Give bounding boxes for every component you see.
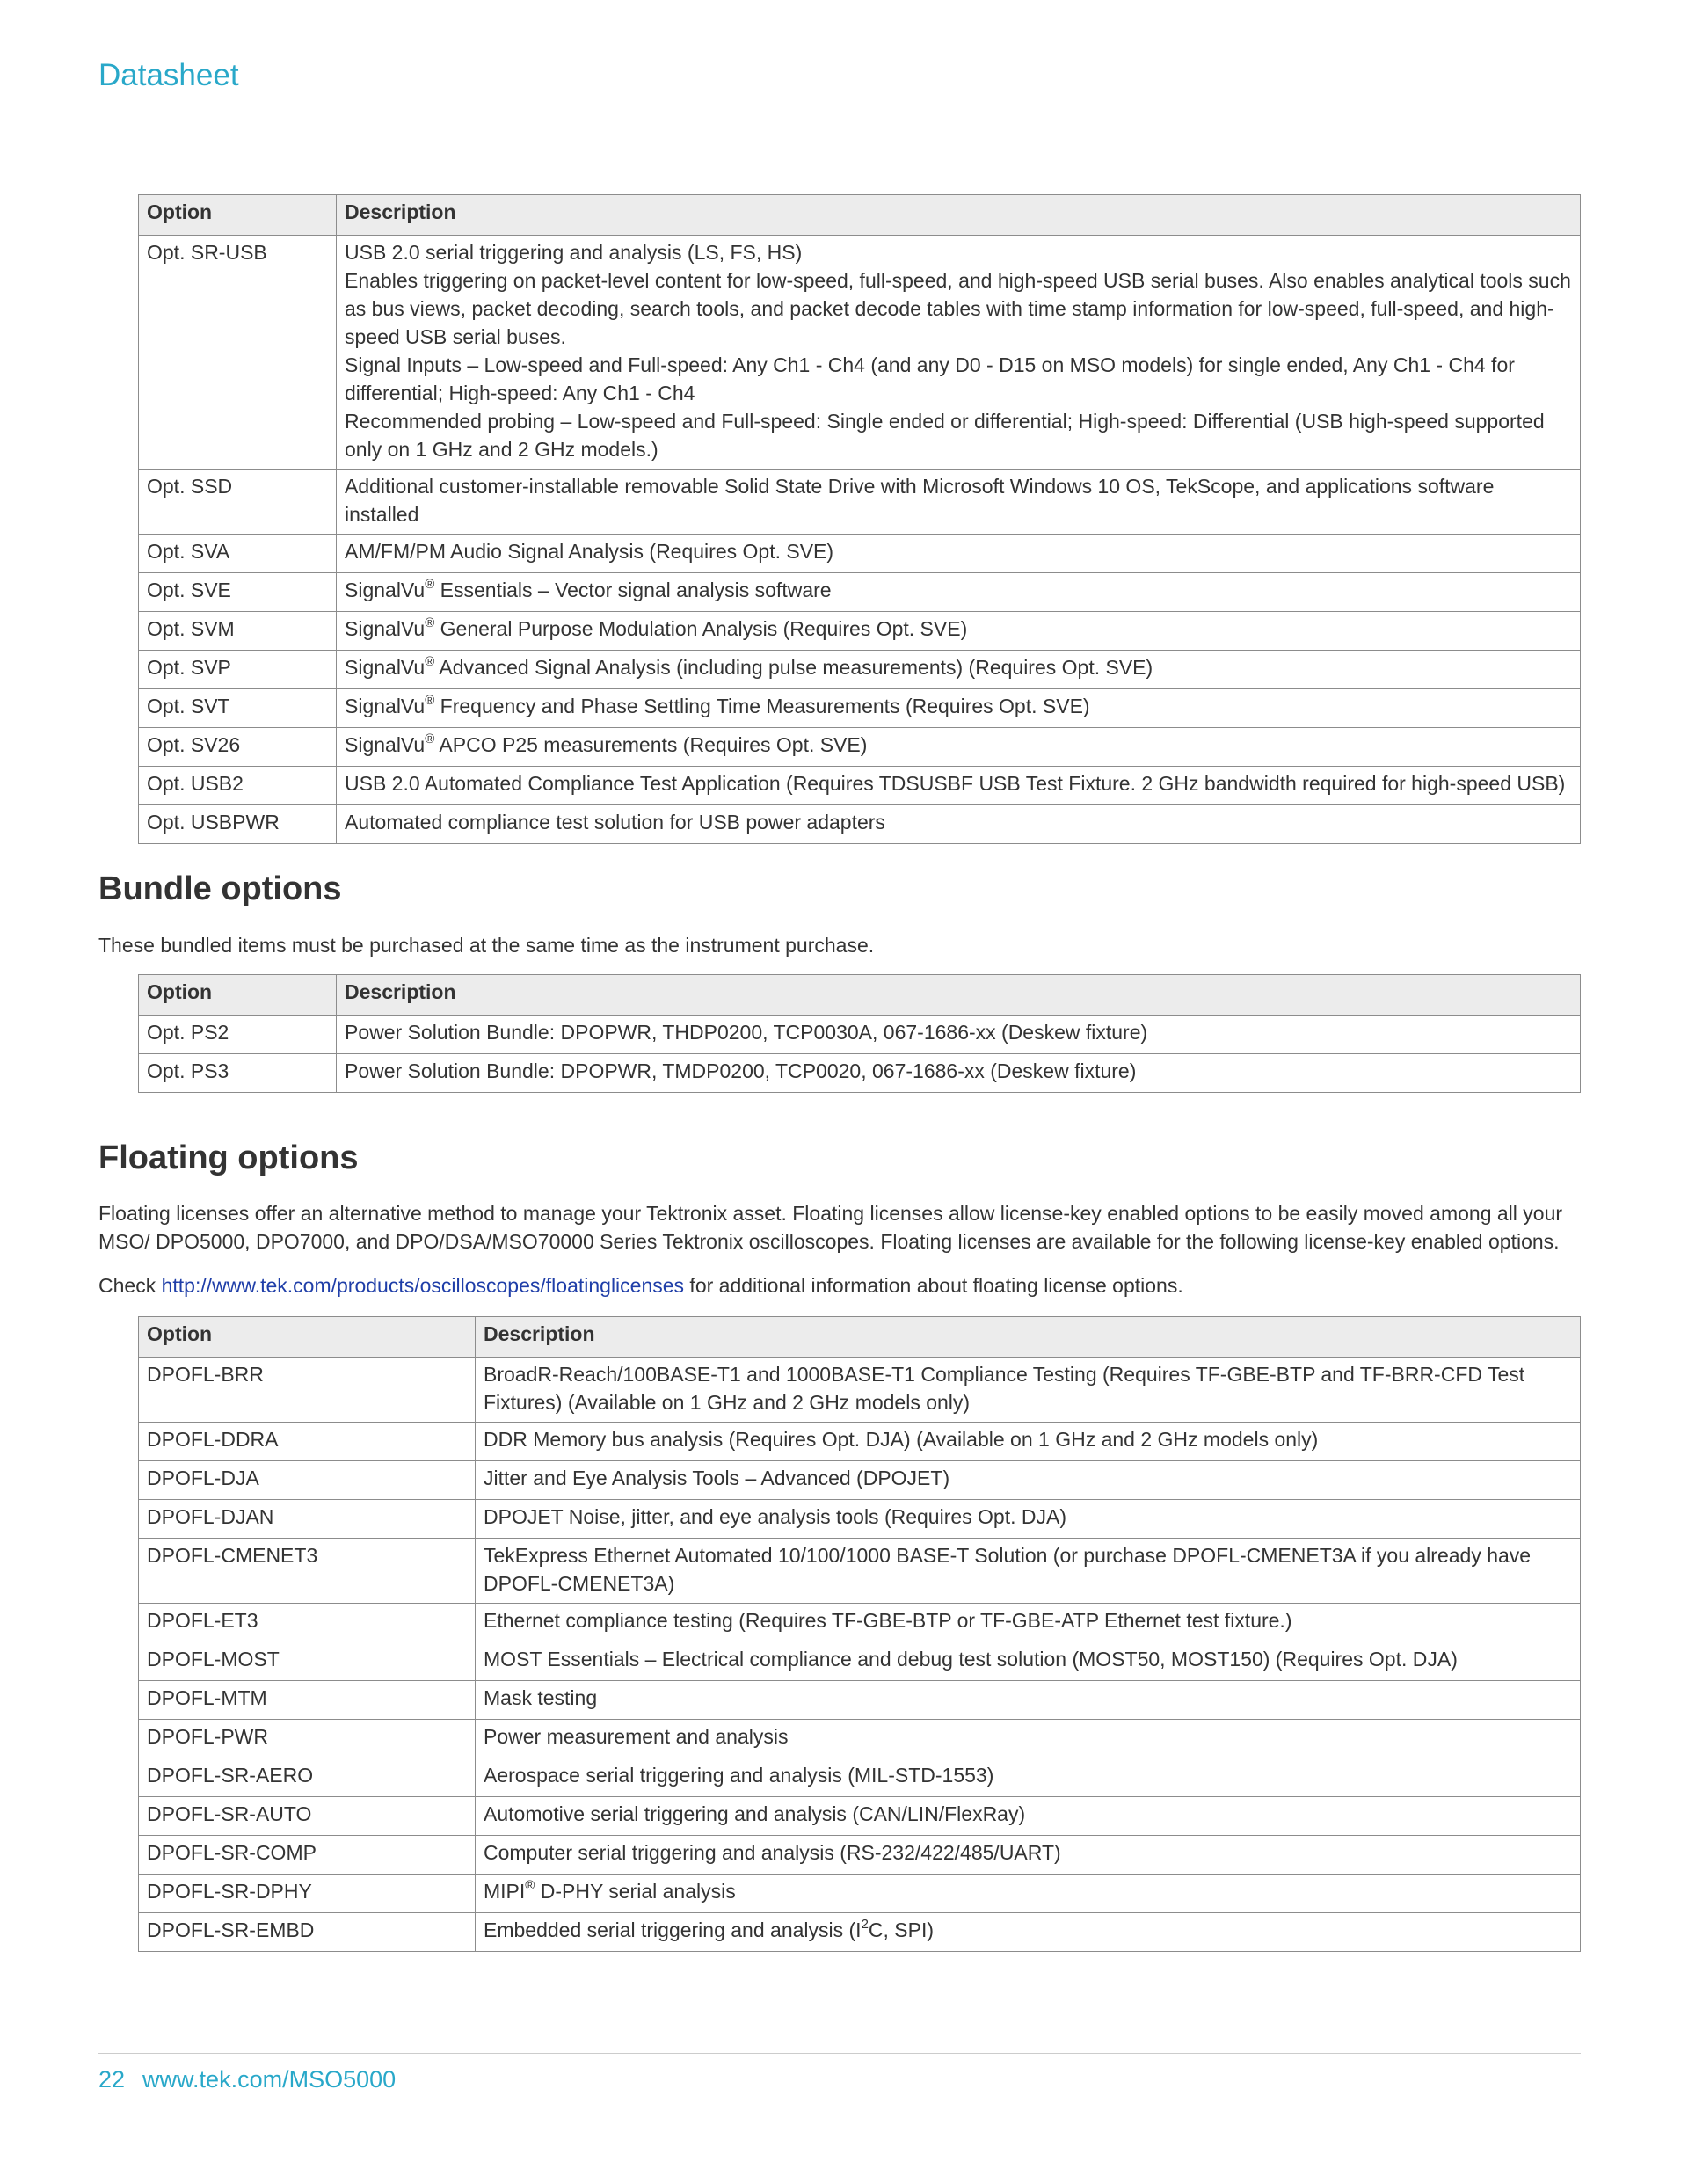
footer-url[interactable]: www.tek.com/MSO5000 bbox=[142, 2066, 397, 2093]
table-row bbox=[139, 1720, 1581, 1758]
option-code: Opt. SVP bbox=[139, 651, 337, 689]
option-description: Automated compliance test solution for USB power adapters bbox=[337, 805, 1581, 844]
option-code: DPOFL-SR-EMBD bbox=[139, 1913, 476, 1952]
table-row bbox=[139, 728, 1581, 767]
option-code: DPOFL-BRR bbox=[139, 1358, 476, 1423]
floating-options-table bbox=[138, 1316, 1581, 1952]
option-code: Opt. USBPWR bbox=[139, 805, 337, 844]
registered-mark: ® bbox=[425, 654, 435, 670]
table-row bbox=[139, 1875, 1581, 1913]
table-row bbox=[139, 236, 1581, 470]
description-line: Recommended probing – Low-speed and Full-speed: Single ended or differential; High-speed: Differential (USB high-speed supported only on 1 GHz and 2 GHz models.) bbox=[345, 410, 1545, 461]
table-row bbox=[139, 1758, 1581, 1797]
table-row bbox=[139, 612, 1581, 651]
option-code: Opt. SR-USB bbox=[139, 236, 337, 470]
table-row bbox=[139, 1681, 1581, 1720]
option-code: DPOFL-ET3 bbox=[139, 1604, 476, 1642]
table-row bbox=[139, 1604, 1581, 1642]
option-code: DPOFL-DJAN bbox=[139, 1500, 476, 1539]
table-row bbox=[139, 1461, 1581, 1500]
option-description: Jitter and Eye Analysis Tools – Advanced (DPOJET) bbox=[476, 1461, 1581, 1500]
option-description bbox=[476, 1913, 1581, 1952]
option-code: DPOFL-SR-AERO bbox=[139, 1758, 476, 1797]
option-code: Opt. SVA bbox=[139, 535, 337, 573]
registered-mark: ® bbox=[525, 1878, 535, 1894]
option-description: USB 2.0 Automated Compliance Test Application (Requires TDSUSBF USB Test Fixture. 2 GHz bandwidth required for high-speed USB) bbox=[337, 767, 1581, 805]
option-code: Opt. USB2 bbox=[139, 767, 337, 805]
page-number: 22 bbox=[98, 2066, 126, 2093]
option-description: Additional customer-installable removable Solid State Drive with Microsoft Windows 10 OS, TekScope, and applications software installed bbox=[337, 470, 1581, 535]
description-text: Advanced Signal Analysis (including pulse measurements) (Requires Opt. SVE) bbox=[434, 656, 1153, 679]
option-description: Ethernet compliance testing (Requires TF-GBE-BTP or TF-GBE-ATP Ethernet test fixture.) bbox=[476, 1604, 1581, 1642]
option-description bbox=[337, 689, 1581, 728]
floating-options-check-text bbox=[98, 1271, 1593, 1299]
option-description bbox=[337, 651, 1581, 689]
option-description: Power Solution Bundle: DPOPWR, THDP0200, TCP0030A, 067-1686-xx (Deskew fixture) bbox=[337, 1016, 1581, 1054]
description-text: General Purpose Modulation Analysis (Requires Opt. SVE) bbox=[434, 617, 968, 640]
table-row bbox=[139, 470, 1581, 535]
floating-options-intro: Floating licenses offer an alternative method to manage your Tektronix asset. Floating licenses allow license-key enabled options to be easily moved among all your MSO/ DPO5000, DPO7000, and DPO/DSA/MSO70000 Series Tektronix oscilloscopes. Floating licenses are available for the following license-key enabled options. bbox=[98, 1202, 1563, 1253]
description-text: Essentials – Vector signal analysis software bbox=[434, 579, 832, 601]
option-description: Power Solution Bundle: DPOPWR, TMDP0200, TCP0020, 067-1686-xx (Deskew fixture) bbox=[337, 1054, 1581, 1093]
table-row bbox=[139, 1797, 1581, 1836]
bundle-options-intro: These bundled items must be purchased at the same time as the instrument purchase. bbox=[98, 934, 875, 957]
description-text: SignalVu bbox=[345, 656, 426, 679]
option-code: Opt. SSD bbox=[139, 470, 337, 535]
description-text: D-PHY serial analysis bbox=[535, 1880, 736, 1903]
description-text: MIPI bbox=[484, 1880, 526, 1903]
registered-mark: ® bbox=[425, 615, 435, 631]
table-row bbox=[139, 535, 1581, 573]
option-code: DPOFL-PWR bbox=[139, 1720, 476, 1758]
registered-mark: ® bbox=[425, 577, 435, 593]
option-code: DPOFL-MOST bbox=[139, 1642, 476, 1681]
column-header-description: Description bbox=[476, 1317, 1581, 1358]
option-description bbox=[337, 573, 1581, 612]
description-line: USB 2.0 serial triggering and analysis (LS, FS, HS) bbox=[345, 241, 803, 264]
option-description bbox=[337, 236, 1581, 470]
table-row bbox=[139, 1054, 1581, 1093]
option-code: DPOFL-SR-AUTO bbox=[139, 1797, 476, 1836]
description-text: Embedded serial triggering and analysis (I bbox=[484, 1918, 862, 1941]
description-text: SignalVu bbox=[345, 579, 426, 601]
table-header-row bbox=[139, 195, 1581, 236]
column-header-option: Option bbox=[139, 1317, 476, 1358]
table-header-row bbox=[139, 1317, 1581, 1358]
column-header-description: Description bbox=[337, 975, 1581, 1016]
column-header-option: Option bbox=[139, 975, 337, 1016]
page-footer bbox=[98, 2066, 396, 2093]
table-row bbox=[139, 1539, 1581, 1604]
check-text-suffix: for additional information about floating license options. bbox=[684, 1274, 1183, 1297]
option-code: Opt. PS2 bbox=[139, 1016, 337, 1054]
option-description bbox=[476, 1875, 1581, 1913]
floating-options-heading: Floating options bbox=[98, 1139, 359, 1176]
table-row bbox=[139, 573, 1581, 612]
table-row bbox=[139, 805, 1581, 844]
option-code: DPOFL-DJA bbox=[139, 1461, 476, 1500]
option-description bbox=[337, 728, 1581, 767]
option-code: Opt. SVT bbox=[139, 689, 337, 728]
option-code: DPOFL-SR-COMP bbox=[139, 1836, 476, 1875]
table-row bbox=[139, 1500, 1581, 1539]
option-description: Aerospace serial triggering and analysis (MIL-STD-1553) bbox=[476, 1758, 1581, 1797]
option-description: Computer serial triggering and analysis (RS-232/422/485/UART) bbox=[476, 1836, 1581, 1875]
column-header-option: Option bbox=[139, 195, 337, 236]
table-row bbox=[139, 651, 1581, 689]
table-row bbox=[139, 767, 1581, 805]
option-description: Mask testing bbox=[476, 1681, 1581, 1720]
table-row bbox=[139, 1836, 1581, 1875]
description-text: SignalVu bbox=[345, 733, 426, 756]
description-text: SignalVu bbox=[345, 617, 426, 640]
table-row bbox=[139, 1423, 1581, 1461]
option-description: MOST Essentials – Electrical compliance and debug test solution (MOST50, MOST150) (Requires Opt. DJA) bbox=[476, 1642, 1581, 1681]
option-code: Opt. SV26 bbox=[139, 728, 337, 767]
superscript-two: 2 bbox=[861, 1917, 869, 1933]
option-description: AM/FM/PM Audio Signal Analysis (Requires Opt. SVE) bbox=[337, 535, 1581, 573]
bundle-options-table bbox=[138, 974, 1581, 1093]
description-text: APCO P25 measurements (Requires Opt. SVE) bbox=[434, 733, 868, 756]
option-description: DPOJET Noise, jitter, and eye analysis tools (Requires Opt. DJA) bbox=[476, 1500, 1581, 1539]
option-code: Opt. SVE bbox=[139, 573, 337, 612]
table-header-row bbox=[139, 975, 1581, 1016]
option-code: Opt. SVM bbox=[139, 612, 337, 651]
table-row bbox=[139, 689, 1581, 728]
table-row bbox=[139, 1913, 1581, 1952]
option-description: Automotive serial triggering and analysis (CAN/LIN/FlexRay) bbox=[476, 1797, 1581, 1836]
option-code: DPOFL-CMENET3 bbox=[139, 1539, 476, 1604]
footer-divider bbox=[98, 2053, 1581, 2054]
option-description: Power measurement and analysis bbox=[476, 1720, 1581, 1758]
column-header-description: Description bbox=[337, 195, 1581, 236]
option-code: Opt. PS3 bbox=[139, 1054, 337, 1093]
option-code: DPOFL-DDRA bbox=[139, 1423, 476, 1461]
description-line: Enables triggering on packet-level content for low-speed, full-speed, and high-speed USB serial buses. Also enables analytical tools such as bus views, packet decoding, search tools, and packet decode tables with time stamp information for low-speed, full-speed, and high-speed USB serial buses. bbox=[345, 269, 1571, 348]
option-description bbox=[337, 612, 1581, 651]
document-header: Datasheet bbox=[98, 58, 239, 92]
floating-licenses-link[interactable]: http://www.tek.com/products/oscilloscopes/floatinglicenses bbox=[161, 1274, 685, 1297]
option-description: BroadR-Reach/100BASE-T1 and 1000BASE-T1 Compliance Testing (Requires TF-GBE-BTP and TF-BRR-CFD Test Fixtures) (Available on 1 GHz and 2 GHz models only) bbox=[476, 1358, 1581, 1423]
table-row bbox=[139, 1642, 1581, 1681]
registered-mark: ® bbox=[425, 732, 435, 747]
table-row bbox=[139, 1358, 1581, 1423]
option-description: DDR Memory bus analysis (Requires Opt. DJA) (Available on 1 GHz and 2 GHz models only) bbox=[476, 1423, 1581, 1461]
bundle-options-heading: Bundle options bbox=[98, 870, 342, 907]
description-text: Frequency and Phase Settling Time Measurements (Requires Opt. SVE) bbox=[434, 695, 1090, 717]
option-code: DPOFL-SR-DPHY bbox=[139, 1875, 476, 1913]
registered-mark: ® bbox=[425, 693, 435, 709]
table-row bbox=[139, 1016, 1581, 1054]
check-text-prefix: Check bbox=[98, 1274, 162, 1297]
description-text: C, SPI) bbox=[868, 1918, 935, 1941]
option-description: TekExpress Ethernet Automated 10/100/1000 BASE-T Solution (or purchase DPOFL-CMENET3A if you already have DPOFL-CMENET3A) bbox=[476, 1539, 1581, 1604]
description-text: SignalVu bbox=[345, 695, 426, 717]
option-code: DPOFL-MTM bbox=[139, 1681, 476, 1720]
description-line: Signal Inputs – Low-speed and Full-speed: Any Ch1 - Ch4 (and any D0 - D15 on MSO models) for single ended, Any Ch1 - Ch4 for differential; High-speed: Any Ch1 - Ch4 bbox=[345, 353, 1515, 404]
options-table bbox=[138, 194, 1581, 844]
